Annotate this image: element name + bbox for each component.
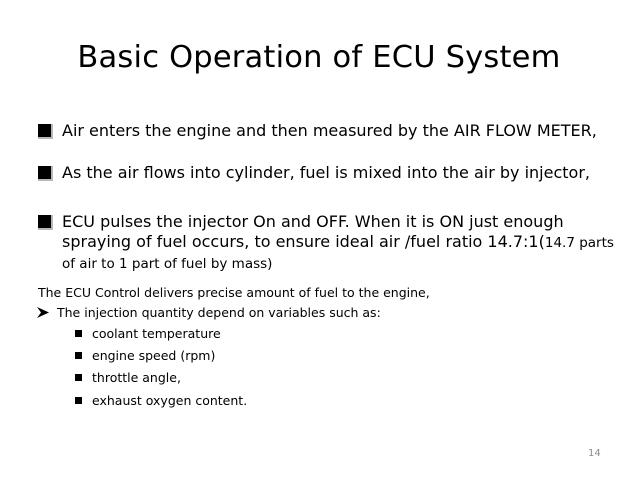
- variable-item: throttle angle,: [92, 370, 181, 385]
- main-bullet: [38, 212, 623, 274]
- checkbox-bullet-icon: [38, 215, 53, 230]
- page-number: 14: [588, 448, 601, 459]
- control-line: The ECU Control delivers precise amount of fuel to the engine,: [38, 285, 430, 300]
- main-bullet-text: [62, 212, 623, 274]
- injection-line: The injection quantity depend on variables such as:: [57, 305, 381, 320]
- square-bullet-icon: [75, 352, 82, 359]
- main-bullet-text-main: ECU pulses the injector On and OFF. When it is ON just enough spraying of fuel occurs, to ensure ideal air /fuel ratio 14.7:1(: [62, 212, 564, 251]
- slide-title: Basic Operation of ECU System: [77, 40, 561, 75]
- variable-item: engine speed (rpm): [92, 348, 216, 363]
- main-bullet-text: Air enters the engine and then measured by the AIR FLOW METER,: [62, 121, 597, 140]
- square-bullet-icon: [75, 330, 82, 337]
- main-bullet-text-suffix: 14.7 parts of air to 1 part of fuel by mass): [62, 235, 614, 272]
- main-bullet: [38, 163, 623, 183]
- arrow-bullet-icon: [36, 306, 50, 319]
- checkbox-bullet-icon: [38, 166, 53, 181]
- main-bullet-text: As the air flows into cylinder, fuel is mixed into the air by injector,: [62, 163, 590, 182]
- main-bullet: [38, 121, 623, 141]
- variable-item: exhaust oxygen content.: [92, 393, 248, 408]
- square-bullet-icon: [75, 374, 82, 381]
- square-bullet-icon: [75, 397, 82, 404]
- variable-item: coolant temperature: [92, 326, 221, 341]
- checkbox-bullet-icon: [38, 124, 53, 139]
